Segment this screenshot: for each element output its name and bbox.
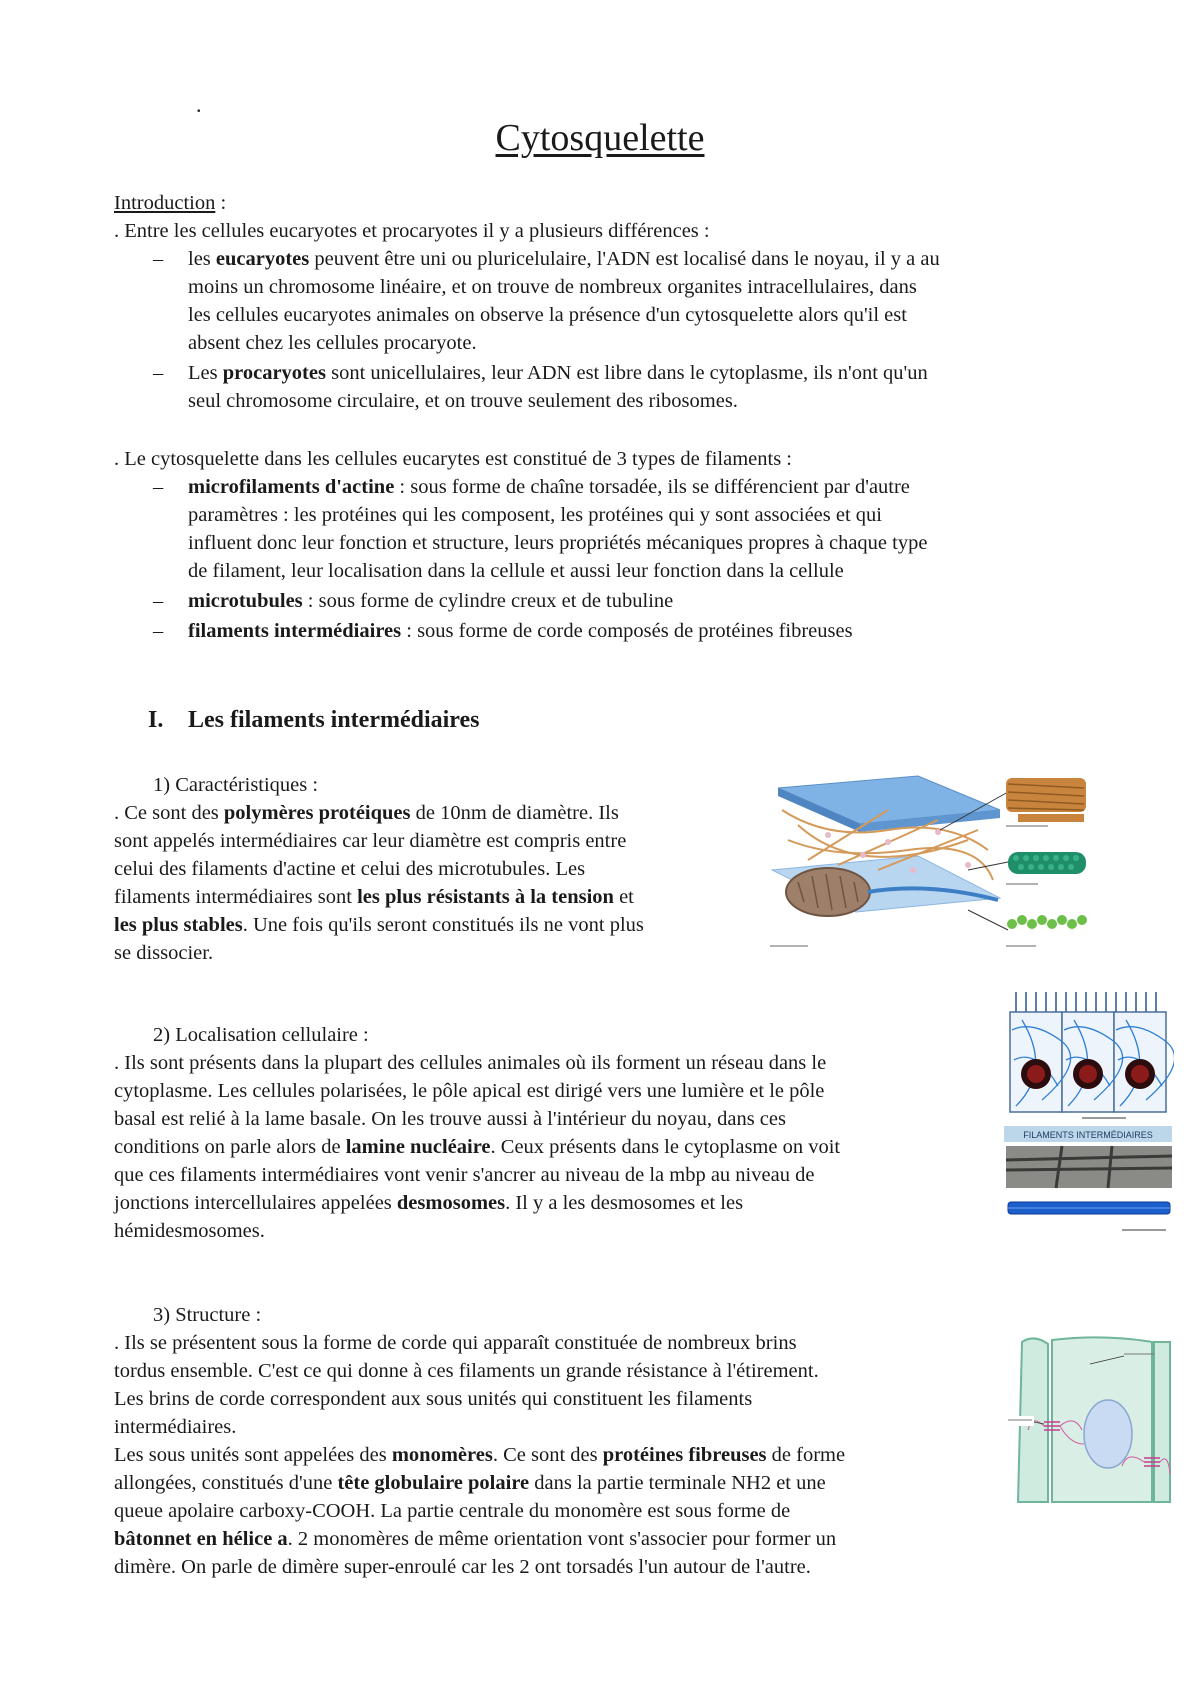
eukaryote-line-4: absent chez les cellules procaryote. bbox=[188, 332, 477, 354]
sub2-line-5: que ces filaments intermédiaires vont venir s'ancrer au niveau de la mbp au niveau de bbox=[114, 1164, 815, 1186]
text-run: : sous forme de cylindre creux et de tubuline bbox=[302, 590, 674, 612]
bullet-dash: – bbox=[153, 620, 164, 642]
text-run: allongées, constitués d'une bbox=[114, 1472, 338, 1494]
intro-paragraph-1: . Entre les cellules eucaryotes et procaryotes il y a plusieurs différences : bbox=[114, 220, 710, 242]
bold-term: les plus stables bbox=[114, 914, 243, 936]
eukaryote-line-3: les cellules eucaryotes animales on observe la présence d'un cytosquelette alors qu'il est bbox=[188, 304, 907, 326]
eukaryote-line-2: moins un chromosome linéaire, et on trouve de nombreux organites intracellulaires, dans bbox=[188, 276, 917, 298]
text-run: sont unicellulaires, leur ADN est libre dans le cytoplasme, ils n'ont qu'un bbox=[325, 362, 928, 384]
section-title: Les filaments intermédiaires bbox=[188, 707, 480, 733]
bold-term: bâtonnet en hélice a bbox=[114, 1528, 288, 1550]
page-title: Cytosquelette bbox=[495, 117, 705, 159]
prokaryote-term: procaryotes bbox=[222, 362, 326, 384]
epithelial-cells-figure bbox=[1002, 990, 1174, 1242]
intro-paragraph-2: . Le cytosquelette dans les cellules eucarytes est constitué de 3 types de filaments : bbox=[114, 448, 792, 470]
microfilament-line-4: de filament, leur localisation dans la cellule et aussi leur fonction dans la cellule bbox=[188, 560, 844, 582]
sub3-line-6 bbox=[114, 1470, 826, 1498]
bullet-dash: – bbox=[153, 362, 164, 384]
text-run: filaments intermédiaires sont bbox=[114, 886, 358, 908]
text-run: et bbox=[613, 886, 634, 908]
sub2-line-1: . Ils sont présents dans la plupart des cellules animales où ils forment un réseau dans le bbox=[114, 1052, 827, 1074]
section-number: I. bbox=[148, 707, 164, 733]
sub2-line-2: cytoplasme. Les cellules polarisées, le pôle apical est dirigé vers une lumière et le pôle bbox=[114, 1080, 825, 1102]
bold-term: les plus résistants à la tension bbox=[357, 886, 614, 908]
bold-term: desmosomes bbox=[396, 1192, 506, 1214]
intermediate-filament-line bbox=[188, 618, 853, 646]
text-run: conditions on parle alors de bbox=[114, 1136, 346, 1158]
text-run: . 2 monomères de même orientation vont s'associer pour former un bbox=[287, 1528, 837, 1550]
eukaryote-term: eucaryotes bbox=[215, 248, 310, 270]
sub3-line-3: Les brins de corde correspondent aux sous unités qui constituent les filaments bbox=[114, 1388, 753, 1410]
text-run: Les sous unités sont appelées des bbox=[114, 1444, 392, 1466]
bold-term: protéines fibreuses bbox=[602, 1444, 767, 1466]
text-run: : sous forme de corde composés de protéines fibreuses bbox=[401, 620, 853, 642]
bold-term: polymères protéiques bbox=[223, 802, 411, 824]
microfilament-term: microfilaments d'actine bbox=[188, 476, 395, 498]
bullet-dash: – bbox=[153, 476, 164, 498]
sub2-line-7: hémidesmosomes. bbox=[114, 1220, 265, 1242]
text-run: de 10nm de diamètre. Ils bbox=[410, 802, 619, 824]
sub3-line-2: tordus ensemble. C'est ce qui donne à ces filaments un grande résistance à l'étirement. bbox=[114, 1360, 819, 1382]
desmosome-cells-figure bbox=[1004, 1334, 1172, 1510]
cytoskeleton-illustration bbox=[768, 770, 1088, 958]
intro-heading: Introduction bbox=[114, 192, 216, 214]
sub1-line-4 bbox=[114, 884, 634, 912]
text-run: . Il y a les desmosomes et les bbox=[505, 1192, 744, 1214]
bullet-dash: – bbox=[153, 248, 164, 270]
bold-term: monomères bbox=[391, 1444, 493, 1466]
intermediate-filament-term: filaments intermédiaires bbox=[188, 620, 402, 642]
text-run: dans la partie terminale NH2 et une bbox=[529, 1472, 826, 1494]
sub3-line-5 bbox=[114, 1442, 845, 1470]
intro-heading-line bbox=[114, 190, 226, 218]
bullet-dash: – bbox=[153, 590, 164, 612]
sub1-line-6: se dissocier. bbox=[114, 942, 214, 964]
sub1-line-2: sont appelés intermédiaires car leur diamètre est compris entre bbox=[114, 830, 627, 852]
bold-term: tête globulaire polaire bbox=[337, 1472, 530, 1494]
text-run: Les bbox=[188, 362, 223, 384]
subsection-2-heading: 2) Localisation cellulaire : bbox=[153, 1024, 369, 1046]
sub3-line-4: intermédiaires. bbox=[114, 1416, 237, 1438]
text-run: jonctions intercellulaires appelées bbox=[114, 1192, 397, 1214]
bold-term: lamine nucléaire bbox=[345, 1136, 491, 1158]
figure-banner-label: FILAMENTS INTERMÉDIAIRES bbox=[1023, 1130, 1153, 1140]
text-run: les bbox=[188, 248, 216, 270]
microfilament-line-3: influent donc leur fonction et structure, leurs propriétés mécaniques propres à chaque type bbox=[188, 532, 928, 554]
sub1-line-1 bbox=[114, 800, 619, 828]
text-run: de forme bbox=[766, 1444, 846, 1466]
sub2-line-6 bbox=[114, 1190, 743, 1218]
subsection-3-heading: 3) Structure : bbox=[153, 1304, 262, 1326]
sub3-line-9: dimère. On parle de dimère super-enroulé car les 2 ont torsadés l'un autour de l'autre. bbox=[114, 1556, 811, 1578]
text-run: : sous forme de chaîne torsadée, ils se différencient par d'autre bbox=[394, 476, 910, 498]
microtubule-line bbox=[188, 588, 673, 616]
microfilament-line-2: paramètres : les protéines qui les composent, les protéines qui y sont associées et qui bbox=[188, 504, 882, 526]
sub1-line-3: celui des filaments d'actine et celui des microtubules. Les bbox=[114, 858, 586, 880]
subsection-1-heading: 1) Caractéristiques : bbox=[153, 774, 319, 796]
sub2-line-4 bbox=[114, 1134, 840, 1162]
microtubule-term: microtubules bbox=[188, 590, 303, 612]
sub1-line-5 bbox=[114, 912, 644, 940]
sub3-line-8 bbox=[114, 1526, 836, 1554]
prokaryote-line-2: seul chromosome circulaire, et on trouve seulement des ribosomes. bbox=[188, 390, 738, 412]
microfilament-line-1 bbox=[188, 474, 910, 502]
text-run: . Ce sont des bbox=[114, 802, 224, 824]
sub3-line-1: . Ils se présentent sous la forme de corde qui apparaît constituée de nombreux brins bbox=[114, 1332, 797, 1354]
eukaryote-line-1 bbox=[188, 246, 940, 274]
text-run: . Ceux présents dans le cytoplasme on voit bbox=[490, 1136, 841, 1158]
sub2-line-3: basal est relié à la lame basale. On les trouve aussi à l'intérieur du noyau, dans ces bbox=[114, 1108, 786, 1130]
intro-heading-colon: : bbox=[215, 192, 227, 214]
sub3-line-7: queue apolaire carboxy-COOH. La partie centrale du monomère est sous forme de bbox=[114, 1500, 791, 1522]
text-run: . Une fois qu'ils seront constitués ils ne vont plus bbox=[242, 914, 644, 936]
stray-dot: . bbox=[196, 92, 202, 117]
text-run: peuvent être uni ou pluricelulaire, l'ADN est localisé dans le noyau, il y a au bbox=[309, 248, 940, 270]
text-run: . Ce sont des bbox=[492, 1444, 603, 1466]
prokaryote-line-1 bbox=[188, 360, 928, 388]
